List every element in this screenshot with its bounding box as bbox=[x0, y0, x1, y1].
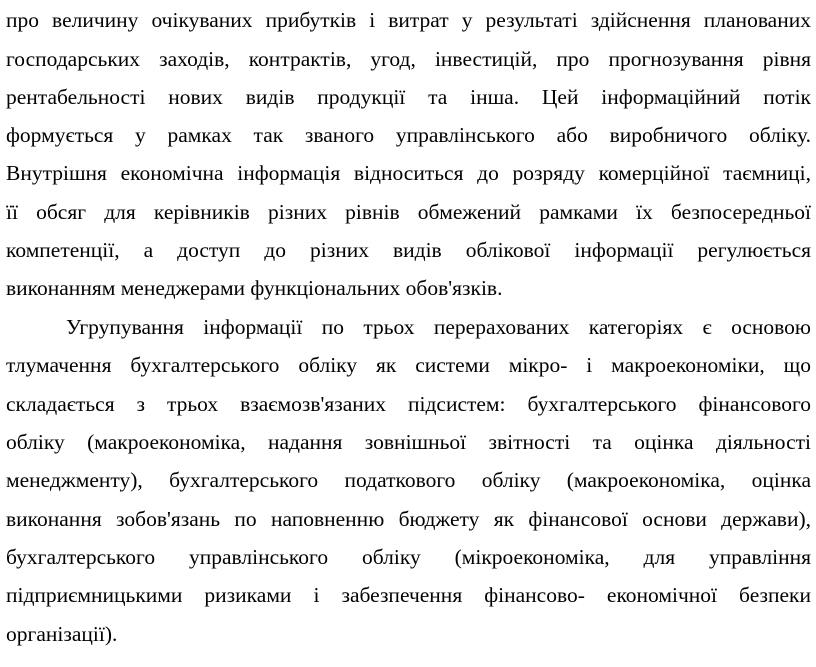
text-line: виконанням менеджерами функціональних обов'язків. bbox=[6, 276, 503, 300]
text-line: тлумачення бухгалтерського обліку як системи мікро- і макроекономіки, що bbox=[6, 353, 811, 377]
text-line: складається з трьох взаємозв'язаних підсистем: бухгалтерського фінансового bbox=[6, 392, 811, 416]
text-line: Внутрішня економічна інформація відноситься до розряду комерційної таємниці, bbox=[6, 161, 811, 185]
text-line: рентабельності нових видів продукції та інша. Цей інформаційний потік bbox=[6, 85, 811, 109]
text-line: менеджменту), бухгалтерського податкового обліку (макроекономіка, оцінка bbox=[6, 468, 811, 492]
text-line: Угрупування інформації по трьох перерахованих категоріях є основою bbox=[66, 315, 811, 339]
text-line: бухгалтерського управлінського обліку (мікроекономіка, для управління bbox=[6, 545, 811, 569]
text-line: її обсяг для керівників різних рівнів обмежений рамками їх безпосередньої bbox=[6, 200, 811, 224]
text-line: формується у рамках так званого управлінського або виробничого обліку. bbox=[6, 123, 811, 147]
text-line: організації). bbox=[6, 622, 118, 646]
text-line: обліку (макроекономіка, надання зовнішньої звітності та оцінка діяльності bbox=[6, 430, 811, 454]
text-line: виконання зобов'язань по наповненню бюджету як фінансової основи держави), bbox=[6, 507, 811, 531]
text-line: про величину очікуваних прибутків і витрат у результаті здійснення планованих bbox=[6, 8, 811, 32]
text-line: підприємницькими ризиками і забезпечення фінансово- економічної безпеки bbox=[6, 583, 811, 607]
text-line: господарських заходів, контрактів, угод, інвестицій, про прогнозування рівня bbox=[6, 47, 811, 71]
text-line: компетенції, а доступ до різних видів облікової інформації регулюється bbox=[6, 238, 811, 262]
